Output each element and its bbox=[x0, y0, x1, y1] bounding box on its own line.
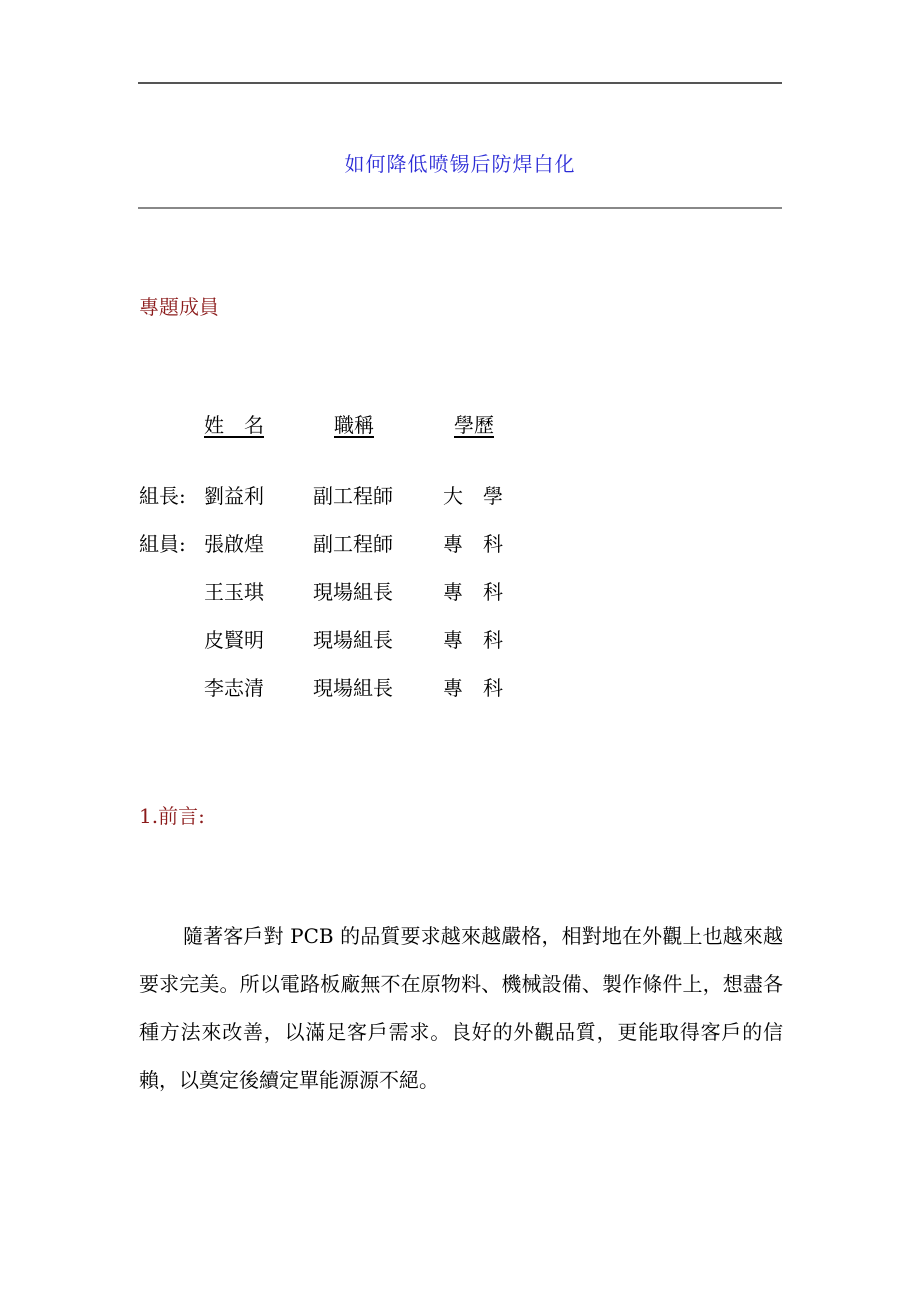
member-row bbox=[0, 528, 920, 558]
member-row bbox=[0, 624, 920, 654]
member-name: 王玉琪 bbox=[204, 580, 264, 604]
member-row bbox=[0, 672, 920, 702]
member-role: 組員: bbox=[139, 532, 186, 556]
member-title: 副工程師 bbox=[313, 484, 393, 508]
member-education: 大 學 bbox=[443, 484, 503, 508]
member-name: 劉益利 bbox=[204, 484, 264, 508]
document-title: 如何降低喷锡后防焊白化 bbox=[344, 152, 576, 176]
member-name: 李志清 bbox=[204, 676, 264, 700]
intro-paragraph: 隨著客戶對 PCB 的品質要求越來越嚴格，相對地在外觀上也越來越要求完美。所以電路板廠無不在原物料、機械設備、製作條件上，想盡各種方法來改善，以滿足客戶需求。良好的外觀品質，更能取得客戶的信賴，以奠定後續定單能源源不絕。 bbox=[139, 924, 783, 1092]
members-heading: 專題成員 bbox=[139, 295, 219, 319]
member-row bbox=[0, 576, 920, 606]
column-header-title: 職稱 bbox=[334, 413, 374, 437]
intro-heading: 1.前言: bbox=[139, 804, 205, 828]
member-title: 現場組長 bbox=[313, 628, 393, 652]
column-header-education: 學歷 bbox=[454, 413, 494, 437]
member-role: 組長: bbox=[139, 484, 186, 508]
member-education: 專 科 bbox=[443, 532, 503, 556]
title-underline-rule bbox=[138, 207, 782, 209]
member-row bbox=[0, 480, 920, 510]
column-header-name: 姓 名 bbox=[204, 413, 264, 437]
member-education: 專 科 bbox=[443, 628, 503, 652]
member-title: 副工程師 bbox=[313, 532, 393, 556]
member-title: 現場組長 bbox=[313, 676, 393, 700]
member-name: 張啟煌 bbox=[204, 532, 264, 556]
member-name: 皮賢明 bbox=[204, 628, 264, 652]
member-education: 專 科 bbox=[443, 580, 503, 604]
member-education: 專 科 bbox=[443, 676, 503, 700]
top-rule bbox=[138, 82, 782, 84]
member-title: 現場組長 bbox=[313, 580, 393, 604]
